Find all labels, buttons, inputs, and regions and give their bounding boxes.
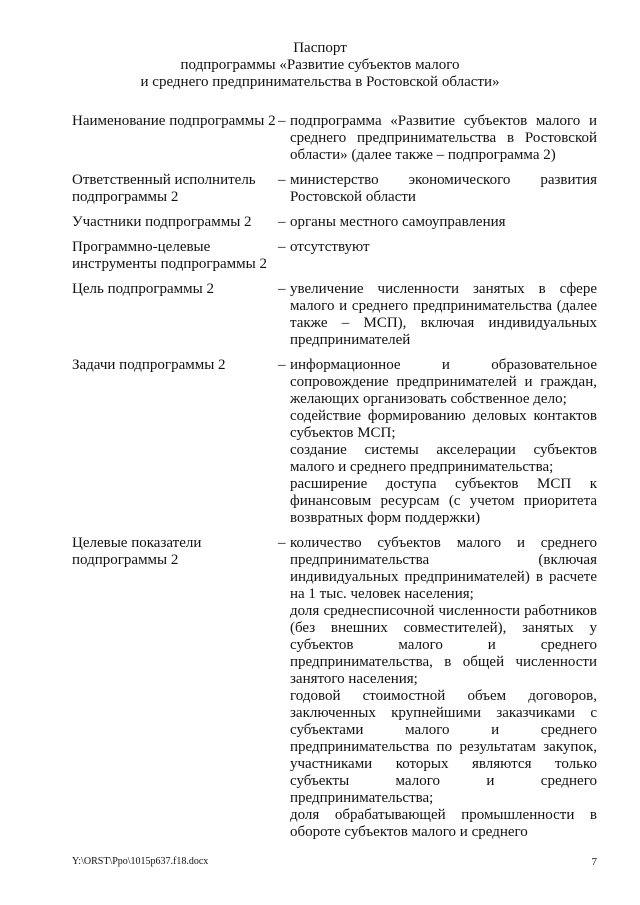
value-paragraph: подпрограмма «Развитие субъектов малого и среднего предпринимательства в Ростовской области» (далее также – подпрограмма 2) [290,113,597,163]
table-row [72,357,597,527]
row-dash: – [278,535,286,551]
table-row [72,535,597,841]
row-value [290,113,597,164]
row-label: Участники подпрограммы 2 [72,214,252,230]
row-label: Цель подпрограммы 2 [72,281,214,297]
value-paragraph: отсутствуют [290,239,370,255]
file-path: Y:\ORST\Ppo\1015p637.f18.docx [72,856,209,867]
row-value [290,535,597,841]
row-label: Наименование подпрограммы 2 [72,113,276,129]
row-dash: – [278,172,286,188]
table-row [72,214,597,231]
value-paragraph: создание системы акселерации субъектов малого и среднего предпринимательства; [290,442,597,475]
page-footer [72,856,597,868]
row-label: Ответственный исполнитель подпрограммы 2 [72,172,256,205]
value-paragraph: доля среднесписочной численности работников (без внешних совместителей), занятых у субъектов малого и среднего предпринимательства, в общей численности занятого населения; [290,603,597,687]
passport-table [72,113,597,841]
value-paragraph: министерство экономического развития Ростовской области [290,172,597,205]
row-value [290,239,597,256]
table-row [72,172,597,206]
row-label: Программно-целевые инструменты подпрограммы 2 [72,239,267,272]
value-paragraph: увеличение численности занятых в сфере малого и среднего предпринимательства (далее также – МСП), включая индивидуальных предпринимателей [290,281,597,348]
row-label: Задачи подпрограммы 2 [72,357,226,373]
row-value [290,357,597,527]
title-line-2: подпрограммы «Развитие субъектов малого [180,57,460,73]
row-dash: – [278,281,286,297]
table-row [72,281,597,349]
row-label: Целевые показатели подпрограммы 2 [72,535,202,568]
row-dash: – [278,113,286,129]
page-number: 7 [591,856,597,868]
value-paragraph: органы местного самоуправления [290,214,506,230]
row-dash: – [278,239,286,255]
value-paragraph: доля обрабатывающей промышленности в обороте субъектов малого и среднего [290,807,597,840]
row-value [290,214,597,231]
row-value [290,281,597,349]
table-row [72,239,597,273]
value-paragraph: содействие формированию деловых контактов субъектов МСП; [290,408,597,441]
value-paragraph: информационное и образовательное сопровождение предпринимателей и граждан, желающих организовать собственное дело; [290,357,597,407]
passport-title [0,40,640,91]
title-line-3: и среднего предпринимательства в Ростовской области» [140,74,500,90]
row-dash: – [278,214,286,230]
value-paragraph: количество субъектов малого и среднего предпринимательства (включая индивидуальных предпринимателей) в расчете на 1 тыс. человек населения; [290,535,597,602]
title-line-1: Паспорт [293,40,347,56]
value-paragraph: расширение доступа субъектов МСП к финансовым ресурсам (с учетом приоритета возвратных форм поддержки) [290,476,597,526]
table-row [72,113,597,164]
value-paragraph: годовой стоимостной объем договоров, заключенных крупнейшими заказчиками с субъектами малого и среднего предпринимательства по результатам закупок, участниками которых являются только субъекты малого и среднего предпринимательства; [290,688,597,806]
row-value [290,172,597,206]
row-dash: – [278,357,286,373]
